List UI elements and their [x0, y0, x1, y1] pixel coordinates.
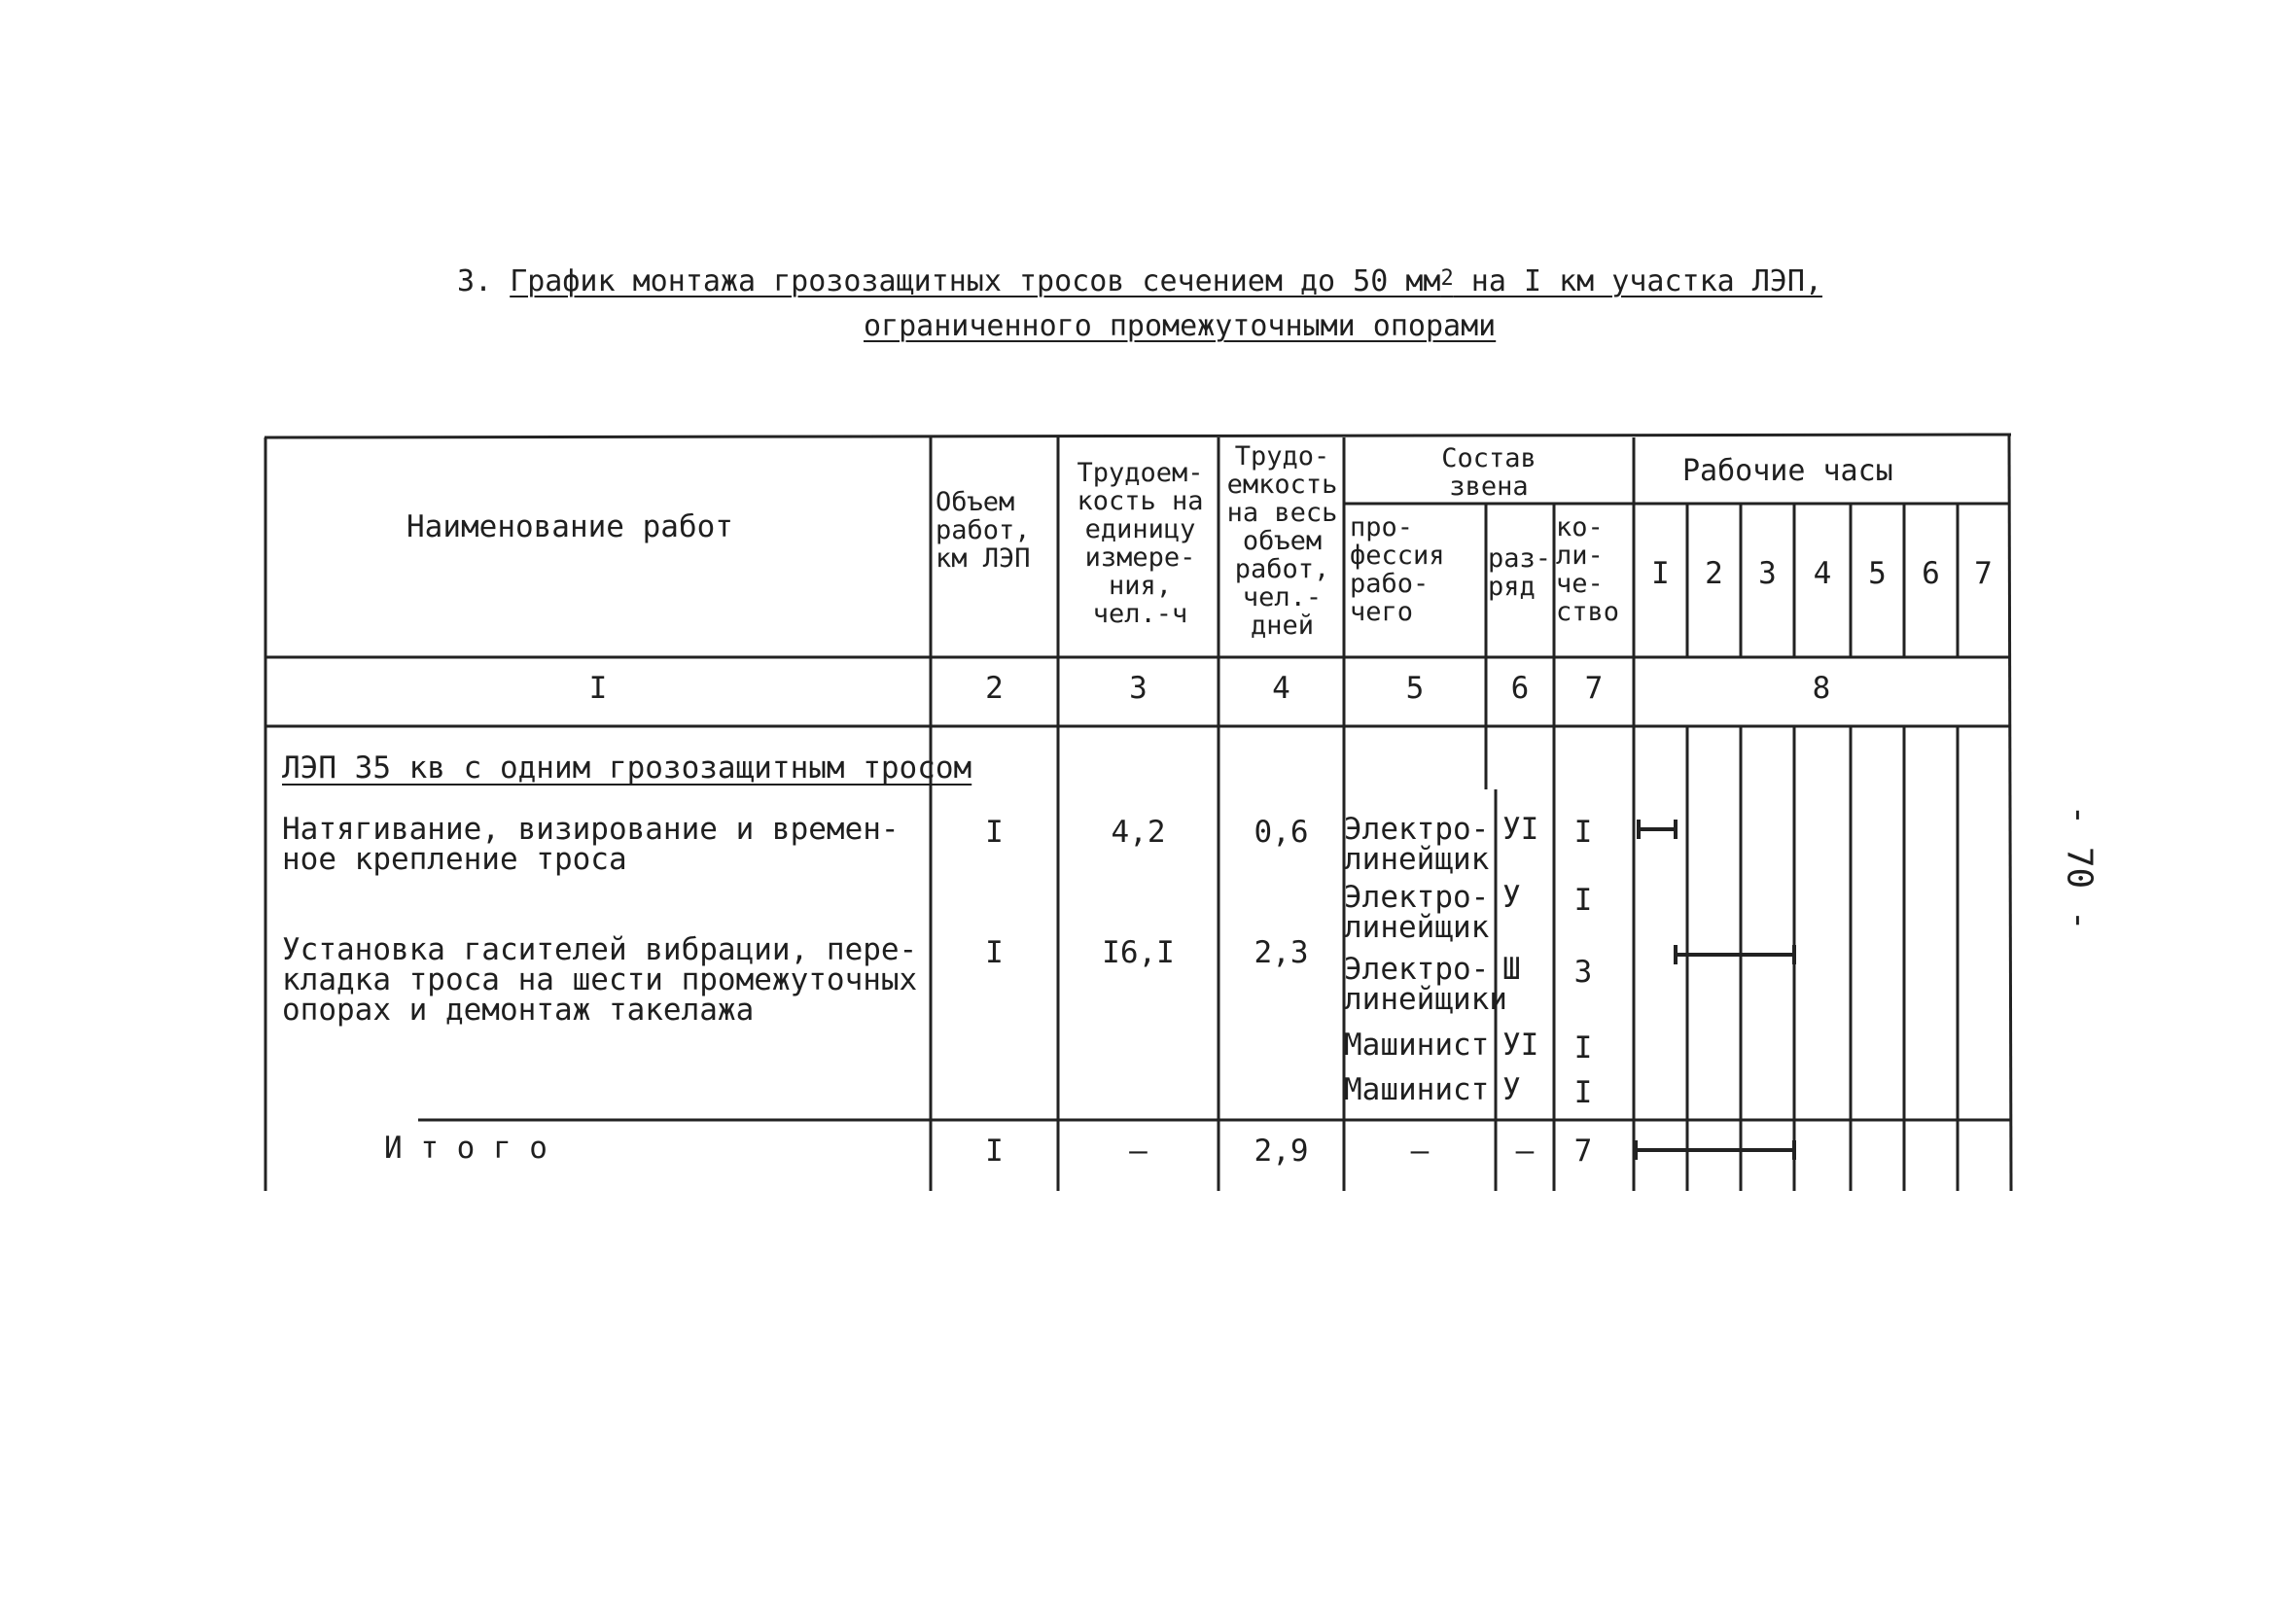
header-grade: раз- ряд: [1488, 543, 1552, 602]
work-name: Натягивание, визирование и времен- ное крепление троса: [282, 812, 900, 877]
total-count: 7: [1573, 1134, 1593, 1169]
col-number-3: 3: [1129, 671, 1148, 706]
work-volume: I: [985, 935, 1004, 970]
page-number: - 70 -: [2059, 804, 2100, 931]
hour-col-4: 4: [1813, 556, 1832, 591]
hour-col-6: 6: [1922, 556, 1940, 591]
total-volume: I: [985, 1134, 1004, 1169]
section-title: ЛЭП 35 кв с одним грозозащитным тросом: [282, 751, 972, 786]
header-crew: Состав звена: [1441, 443, 1537, 502]
crew-grade: У: [1502, 880, 1521, 915]
work-labor-unit: 4,2: [1111, 815, 1166, 850]
col-number-7: 7: [1584, 671, 1604, 706]
header-hours: Рабочие часы: [1682, 454, 1893, 488]
hour-col-1: I: [1651, 556, 1670, 591]
work-labor-unit: I6,I: [1102, 935, 1175, 970]
crew-profession: Машинист: [1344, 1072, 1490, 1107]
crew-profession: Электро- линейщик: [1344, 812, 1490, 877]
crew-grade: Ш: [1502, 952, 1521, 987]
col-number-4: 4: [1272, 671, 1290, 706]
header-labor-total: Трудо- емкость на весь объем работ, чел.- дней: [1226, 441, 1338, 641]
total-labor-total: 2,9: [1254, 1134, 1309, 1169]
col-number-8: 8: [1812, 671, 1831, 706]
work-name: Установка гасителей вибрации, пере- кладка троса на шести промежуточных опорах и демонтаж такелажа: [282, 932, 918, 1028]
hour-col-2: 2: [1705, 556, 1723, 591]
hour-col-3: 3: [1758, 556, 1777, 591]
header-profession: про- фессия рабо- чего: [1350, 512, 1445, 627]
header-labor-unit: Трудоем- кость на единицу измере- ния, чел.-ч: [1077, 458, 1204, 629]
crew-count: I: [1573, 1075, 1593, 1110]
work-volume: I: [985, 815, 1004, 850]
title-number: 3.: [457, 264, 493, 298]
crew-grade: УI: [1502, 812, 1539, 847]
col-number-5: 5: [1405, 671, 1425, 706]
schedule-bar: [1636, 1140, 1794, 1160]
crew-count: I: [1573, 883, 1593, 918]
work-labor-total: 2,3: [1254, 935, 1309, 970]
hour-col-5: 5: [1868, 556, 1887, 591]
total-label: И т о г о: [384, 1131, 548, 1166]
crew-count: 3: [1573, 955, 1593, 990]
crew-grade: У: [1502, 1072, 1521, 1107]
header-name: Наименование работ: [406, 509, 733, 544]
schedule-bar: [1639, 820, 1676, 839]
total-labor-unit: –: [1129, 1134, 1148, 1169]
col-number-1: I: [588, 671, 608, 706]
total-grade: –: [1515, 1134, 1535, 1169]
header-volume: Объем работ, км ЛЭП: [936, 487, 1031, 574]
crew-count: I: [1573, 815, 1593, 850]
crew-profession: Машинист: [1344, 1028, 1490, 1063]
header-count: ко- ли- че- ство: [1556, 512, 1620, 627]
title-text-2: ограниченного промежуточными опорами: [864, 309, 1497, 343]
col-number-6: 6: [1510, 671, 1530, 706]
total-profession: –: [1410, 1134, 1430, 1169]
crew-grade: УI: [1502, 1028, 1539, 1063]
crew-profession: Электро- линейщик: [1344, 880, 1490, 945]
work-labor-total: 0,6: [1254, 815, 1309, 850]
schedule-bar: [1676, 945, 1794, 964]
hour-col-7: 7: [1974, 556, 1993, 591]
crew-count: I: [1573, 1031, 1593, 1066]
title-text-1: График монтажа грозозащитных тросов сечением до 50 $мм^2$ на I км участка ЛЭП,: [510, 264, 1822, 298]
col-number-2: 2: [985, 671, 1004, 706]
crew-profession: Электро- линейщики: [1344, 952, 1507, 1017]
